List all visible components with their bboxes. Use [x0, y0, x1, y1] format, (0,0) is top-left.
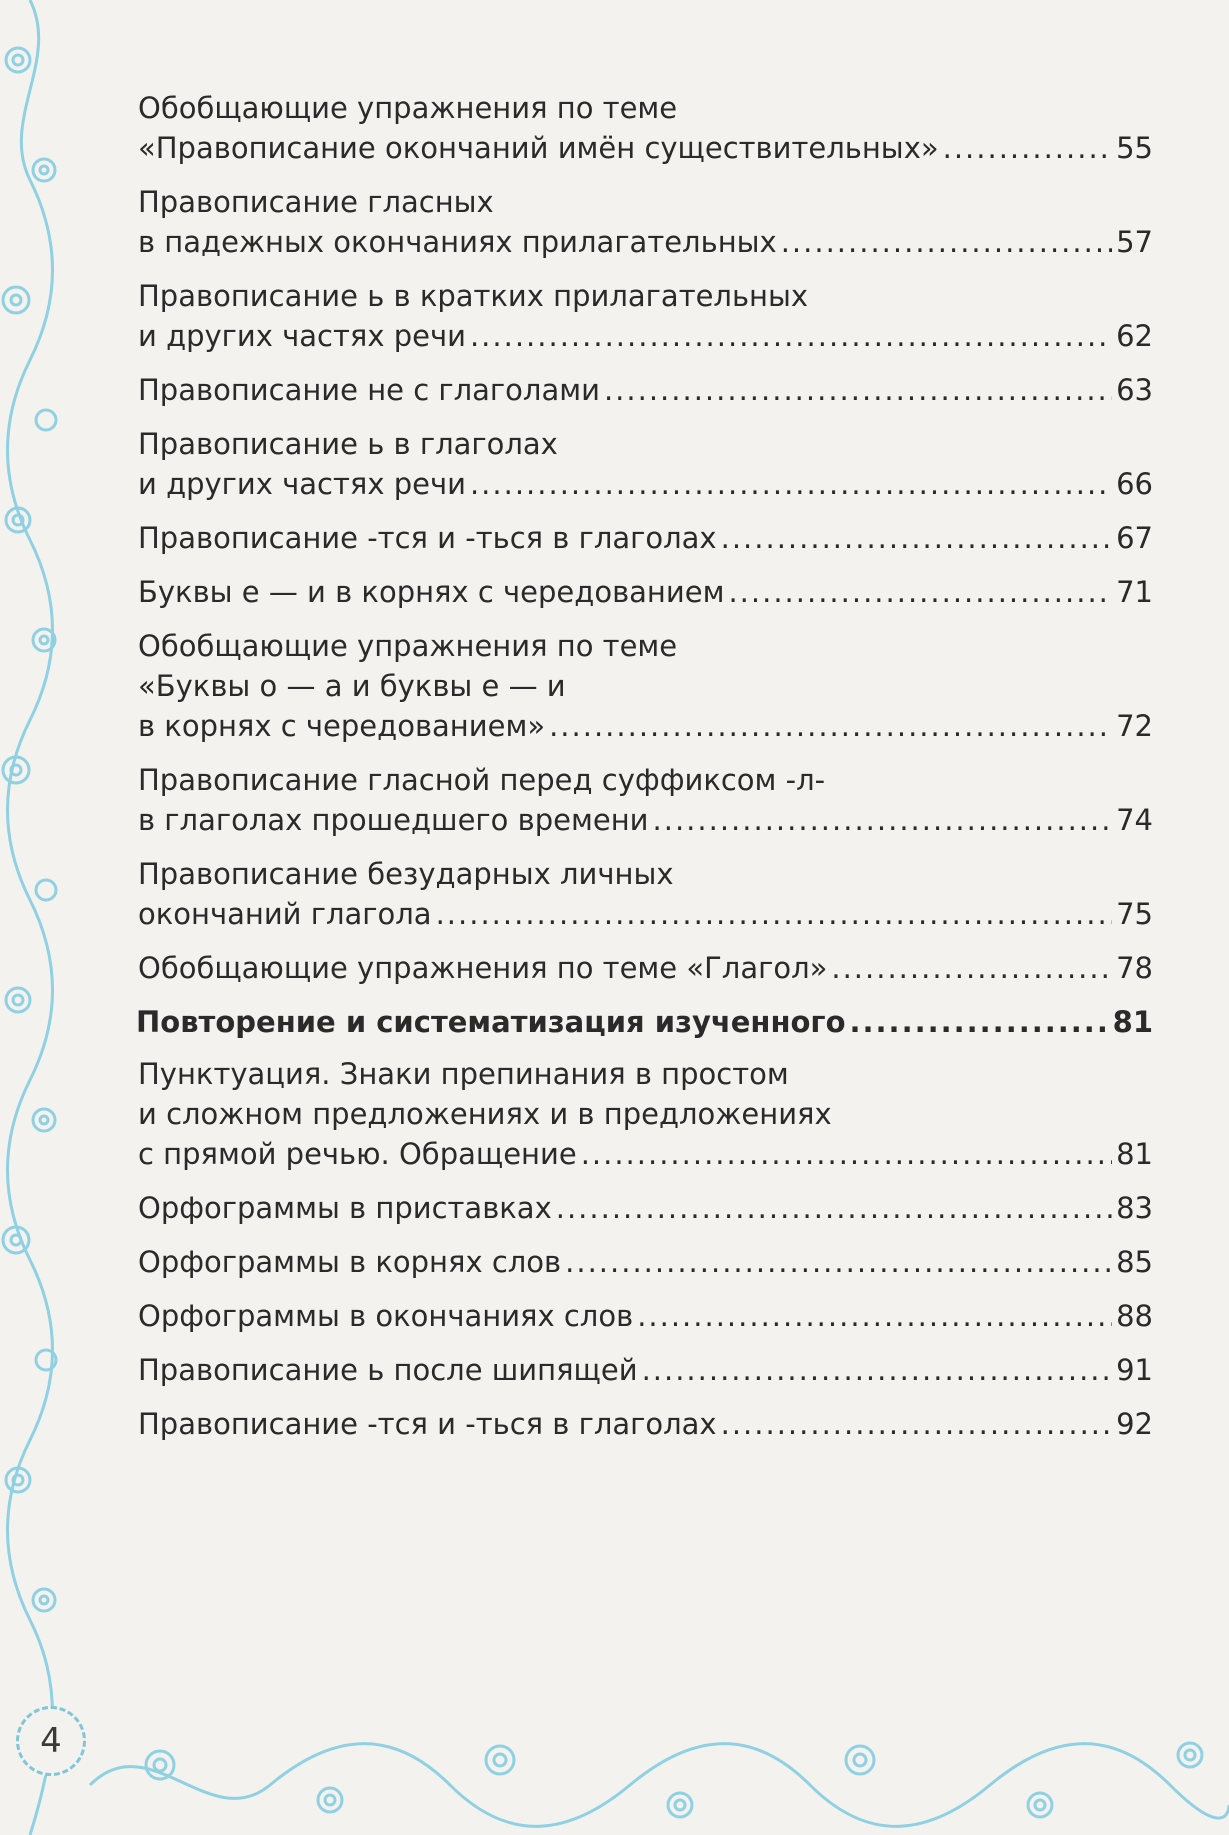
toc-entry-page: 92 [1116, 1407, 1153, 1441]
toc-entry-title: с прямой речью. Обращение [138, 1137, 577, 1171]
dot-leader [549, 706, 1112, 746]
toc-entry-title: Орфограммы в окончаниях слов [138, 1299, 634, 1333]
toc-entry-line: Правописание гласных [138, 185, 494, 219]
dot-leader [653, 800, 1113, 840]
section-title: Повторение и систематизация изученного [136, 1005, 846, 1039]
toc-entry [138, 1404, 1153, 1444]
toc-entry-row [138, 370, 1153, 410]
toc-entry-line: «Буквы о — а и буквы е — и [138, 669, 566, 703]
toc-entry-page: 67 [1116, 521, 1153, 555]
dot-leader [565, 1242, 1112, 1282]
dot-leader [436, 894, 1113, 934]
toc-entry-page: 81 [1116, 1137, 1153, 1171]
dot-leader [556, 1188, 1112, 1228]
toc-entry-line: Обобщающие упражнения по теме [138, 91, 678, 125]
toc-entry [138, 1350, 1153, 1390]
dot-leader [831, 948, 1112, 988]
toc-entry-title: Правописание не с глаголами [138, 373, 600, 407]
toc-entry-line: и сложном предложениях и в предложениях [138, 1097, 832, 1131]
decorative-bottom-border [0, 1705, 1229, 1835]
toc-entry [138, 182, 1153, 262]
toc-entry-title: Обобщающие упражнения по теме «Глагол» [138, 951, 828, 985]
toc-list-review [138, 1054, 1153, 1444]
dot-leader [721, 1404, 1112, 1444]
toc-entry [138, 518, 1153, 558]
toc-entry-page: 85 [1116, 1245, 1153, 1279]
toc-entry-page: 78 [1116, 951, 1153, 985]
dot-leader [642, 1350, 1113, 1390]
toc-entry-title: Орфограммы в приставках [138, 1191, 552, 1225]
toc-entry-row [138, 706, 1153, 746]
toc-entry-page: 91 [1116, 1353, 1153, 1387]
toc-entry-line: Пунктуация. Знаки препинания в простом [138, 1057, 789, 1091]
toc-entry-page: 74 [1116, 803, 1153, 837]
toc-entry-page: 72 [1116, 709, 1153, 743]
dot-leader [850, 1002, 1109, 1042]
toc-entry-row [138, 1404, 1153, 1444]
toc-entry-row [138, 222, 1153, 262]
toc-entry-line: Правописание ь в глаголах [138, 427, 558, 461]
toc-entry [138, 572, 1153, 612]
toc-entry-title: и других частях речи [138, 319, 466, 353]
dot-leader [604, 370, 1112, 410]
toc-entry-row [138, 572, 1153, 612]
toc-entry-row [138, 316, 1153, 356]
toc-entry-page: 66 [1116, 467, 1153, 501]
dot-leader [470, 316, 1112, 356]
toc-entry [138, 948, 1153, 988]
toc-entry [138, 1188, 1153, 1228]
toc-entry-line: Правописание безударных личных [138, 857, 674, 891]
toc-entry-row [138, 518, 1153, 558]
toc-entry [138, 424, 1153, 504]
toc-entry-page: 63 [1116, 373, 1153, 407]
toc-entry [138, 1054, 1153, 1174]
toc-entry-title: Правописание ь после шипящей [138, 1353, 638, 1387]
toc-list-verbs [138, 88, 1153, 988]
toc-entry-title: «Правописание окончаний имён существительных» [138, 131, 939, 165]
toc-entry-title: в падежных окончаниях прилагательных [138, 225, 777, 259]
toc-entry-page: 75 [1116, 897, 1153, 931]
toc-entry [138, 854, 1153, 934]
toc-entry-title: Правописание -тся и -ться в глаголах [138, 1407, 717, 1441]
dot-leader [781, 222, 1112, 262]
dot-leader [637, 1296, 1112, 1336]
table-of-contents [138, 88, 1153, 1458]
toc-entry-row [138, 1296, 1153, 1336]
toc-entry-page: 55 [1116, 131, 1153, 165]
toc-entry-title: в корнях с чередованием» [138, 709, 546, 743]
page-number: 4 [16, 1706, 86, 1776]
toc-entry [138, 1296, 1153, 1336]
dot-leader [470, 464, 1112, 504]
toc-entry [138, 626, 1153, 746]
toc-entry-row [138, 894, 1153, 934]
toc-section-heading [136, 1002, 1153, 1042]
toc-entry-title: окончаний глагола [138, 897, 432, 931]
toc-entry-row [138, 1188, 1153, 1228]
toc-entry-page: 62 [1116, 319, 1153, 353]
toc-entry-row [138, 128, 1153, 168]
decorative-left-border [0, 0, 68, 1835]
toc-entry [138, 276, 1153, 356]
toc-entry-page: 57 [1116, 225, 1153, 259]
toc-entry-page: 71 [1116, 575, 1153, 609]
toc-entry-row [138, 464, 1153, 504]
toc-entry-title: в глаголах прошедшего времени [138, 803, 649, 837]
toc-entry-title: Буквы е — и в корнях с чередованием [138, 575, 725, 609]
dot-leader [943, 128, 1112, 168]
toc-entry [138, 370, 1153, 410]
toc-entry-row [138, 1350, 1153, 1390]
toc-entry-row [138, 1134, 1153, 1174]
toc-entry-row [138, 948, 1153, 988]
section-page: 81 [1112, 1005, 1153, 1039]
toc-entry-title: Орфограммы в корнях слов [138, 1245, 562, 1279]
toc-entry [138, 88, 1153, 168]
toc-entry-line: Правописание ь в кратких прилагательных [138, 279, 809, 313]
toc-entry-line: Правописание гласной перед суффиксом -л- [138, 763, 826, 797]
dot-leader [728, 572, 1112, 612]
toc-entry-row [138, 1242, 1153, 1282]
toc-entry-title: и других частях речи [138, 467, 466, 501]
toc-entry-title: Правописание -тся и -ться в глаголах [138, 521, 717, 555]
dot-leader [581, 1134, 1112, 1174]
toc-entry-page: 83 [1116, 1191, 1153, 1225]
toc-entry-page: 88 [1116, 1299, 1153, 1333]
toc-entry [138, 1242, 1153, 1282]
toc-entry-row [138, 800, 1153, 840]
dot-leader [721, 518, 1112, 558]
toc-entry-line: Обобщающие упражнения по теме [138, 629, 678, 663]
toc-entry [138, 760, 1153, 840]
